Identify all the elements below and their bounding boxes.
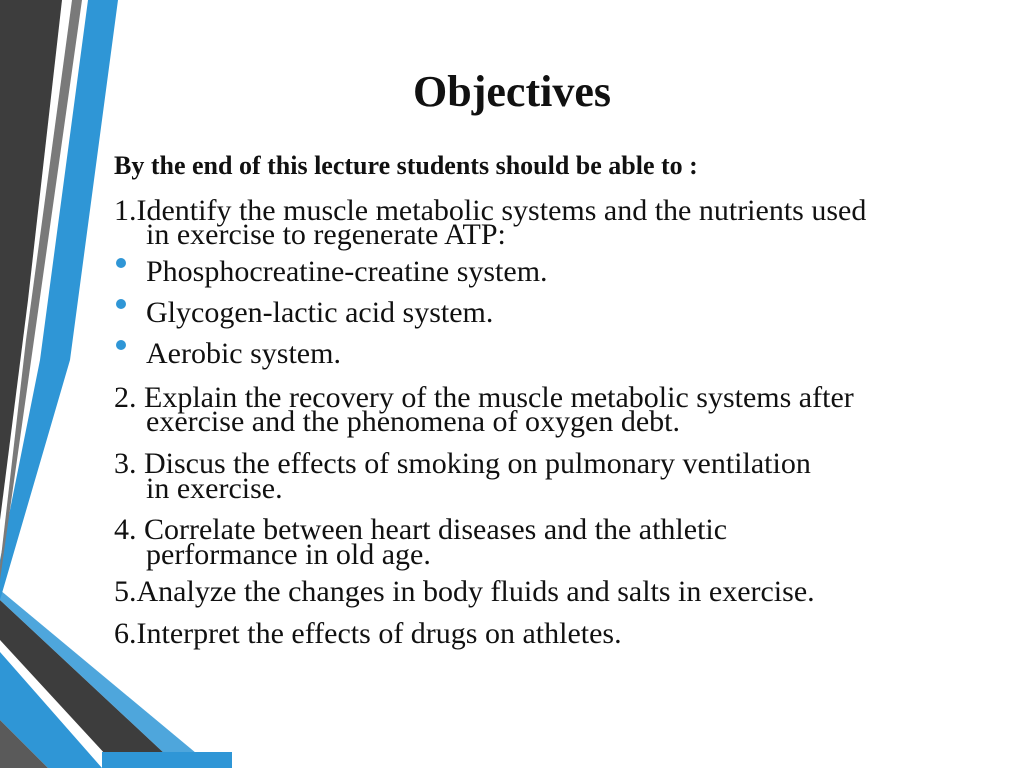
bullet-dot-2 — [116, 299, 126, 309]
bullet-dot-1 — [116, 258, 126, 268]
objective-2-line-1: 2. Explain the recovery of the muscle metabolic systems after — [114, 381, 854, 414]
stripe-bottom-band — [102, 752, 232, 768]
objective-5-line-1: 5.Analyze the changes in body fluids and salts in exercise. — [114, 575, 815, 608]
objective-1-line-1: 1.Identify the muscle metabolic systems and the nutrients used — [114, 194, 867, 227]
bullet-item-1: Phosphocreatine-creatine system. — [146, 255, 548, 288]
bullet-dot-3 — [116, 340, 126, 350]
objective-3-line-2: in exercise. — [146, 472, 283, 505]
objective-4-line-1: 4. Correlate between heart diseases and the athletic — [114, 513, 728, 546]
slide-title — [0, 66, 1024, 118]
bullet-item-2: Glycogen-lactic acid system. — [146, 296, 494, 329]
slide-title-text: Objectives — [413, 67, 611, 116]
objective-2-line-2: exercise and the phenomena of oxygen debt. — [146, 405, 680, 438]
intro-text: By the end of this lecture students should be able to : — [114, 151, 698, 180]
objective-1-line-2: in exercise to regenerate ATP: — [146, 218, 506, 251]
objective-3-line-1: 3. Discus the effects of smoking on pulmonary ventilation — [114, 447, 811, 480]
bullet-item-3: Aerobic system. — [146, 337, 341, 370]
objective-6-line-1: 6.Interpret the effects of drugs on athletes. — [114, 617, 622, 650]
objective-4-line-2: performance in old age. — [146, 538, 431, 571]
